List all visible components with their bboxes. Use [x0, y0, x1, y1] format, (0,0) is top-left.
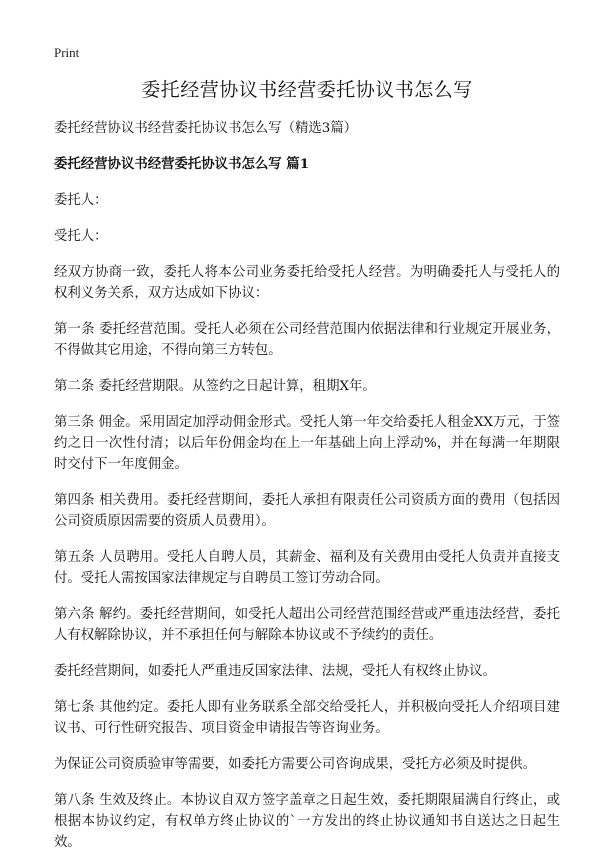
print-link[interactable]: Print	[54, 45, 80, 60]
section-heading: 委托经营协议书经营委托协议书怎么写 篇1	[54, 156, 310, 172]
document-title: 委托经营协议书经营委托协议书怎么写	[141, 79, 473, 101]
preamble-paragraph: 经双方协商一致，委托人将本公司业务委托给受托人经营。为明确委托人与受托人的权利义务关系，双方达成如下协议：	[54, 265, 560, 301]
article-3: 第三条 佣金。采用固定加浮动佣金形式。受托人第一年交给委托人租金XX万元，于签约之日一次性付清；以后年份佣金均在上一年基础上向上浮动%，并在每满一年期限时交付下一年度佣金。	[54, 415, 560, 472]
principal-line: 委托人：	[54, 193, 108, 208]
article-2: 第二条 委托经营期限。从签约之日起计算，租期X年。	[54, 379, 376, 394]
article-6: 第六条 解约。委托经营期间，如受托人超出公司经营范围经营或严重违法经营，委托人有权解除协议，并不承担任何与解除本协议或不予续约的责任。	[54, 607, 560, 643]
article-7: 第七条 其他约定。委托人即有业务联系全部交给受托人，并积极向受托人介绍项目建议书、可行性研究报告、项目资金申请报告等咨询业务。	[54, 700, 560, 736]
article-8: 第八条 生效及终止。本协议自双方签字盖章之日起生效，委托期限届满自行终止，或根据本协议约定，有权单方终止协议的`一方发出的终止协议通知书自送达之日起生效。	[54, 793, 560, 850]
document-body	[54, 118, 560, 853]
article-6-supplement: 委托经营期间，如委托人严重违反国家法律、法规，受托人有权终止协议。	[54, 664, 496, 679]
article-5: 第五条 人员聘用。受托人自聘人员，其薪金、福利及有关费用由受托人负责并直接支付。受托人需按国家法律规定与自聘员工签订劳动合同。	[54, 550, 560, 586]
article-1: 第一条 委托经营范围。受托人必须在公司经营范围内依据法律和行业规定开展业务，不得做其它用途，不得向第三方转包。	[54, 322, 560, 358]
intro-paragraph: 委托经营协议书经营委托协议书怎么写（精选3篇）	[54, 121, 358, 136]
article-4: 第四条 相关费用。委托经营期间，委托人承担有限责任公司资质方面的费用（包括因公司资质原因需要的资质人员费用）。	[54, 493, 560, 529]
article-7-supplement: 为保证公司资质验审等需要，如委托方需要公司咨询成果，受托方必须及时提供。	[54, 757, 537, 772]
agent-line: 受托人：	[54, 229, 108, 244]
